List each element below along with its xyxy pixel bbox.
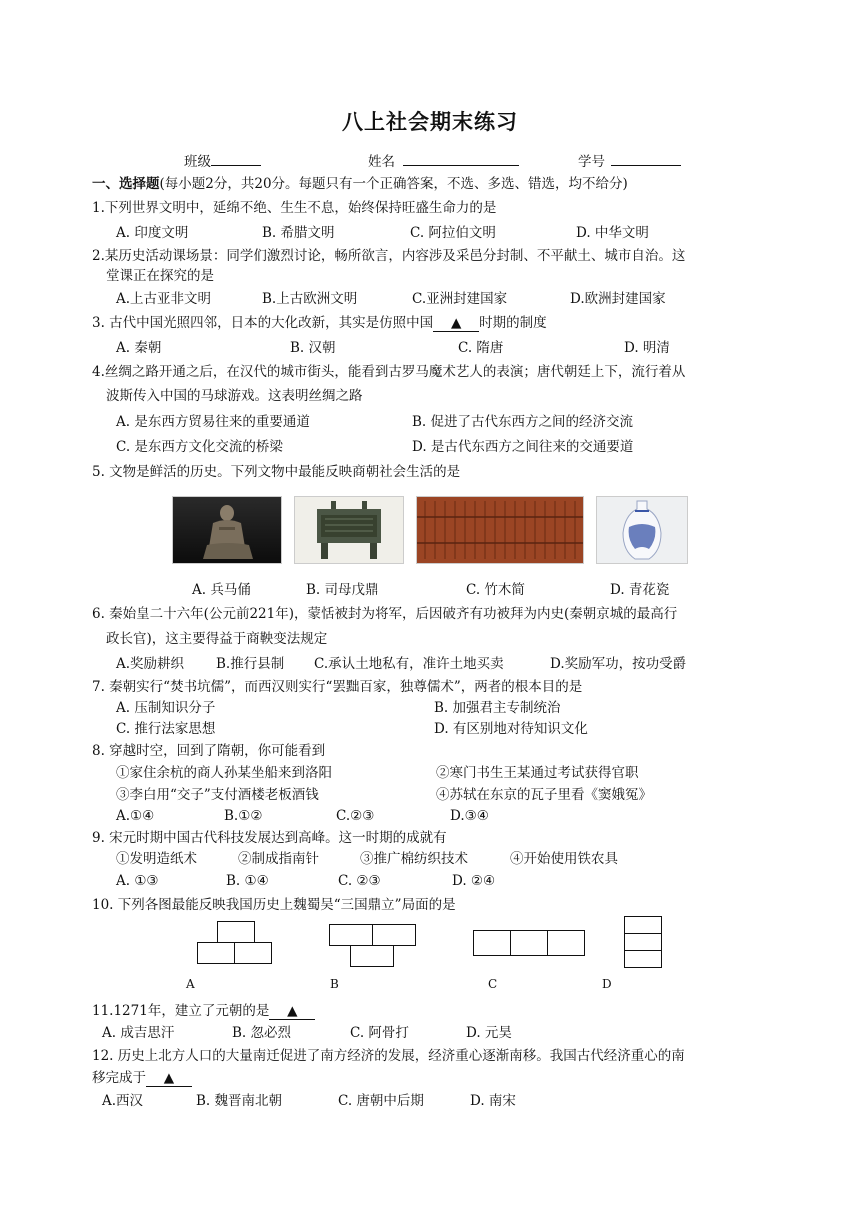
q8-item-1: ①家住余杭的商人孙某坐船来到洛阳: [116, 765, 332, 781]
q5-stem: 5. 文物是鲜活的历史。下列文物中最能反映商朝社会生活的是: [92, 464, 461, 480]
q12-stem-line1: 12. 历史上北方人口的大量南迁促进了南方经济的发展，经济重心逐渐南移。我国古代经济重心的南: [92, 1048, 685, 1064]
q10-option-d[interactable]: D: [602, 977, 612, 991]
section-heading: 一、选择题(每小题2分，共20分。每题只有一个正确答案，不选、多选、错选，均不给分): [92, 176, 628, 192]
q3-answer-blank[interactable]: ▲: [433, 315, 479, 332]
q11-option-a[interactable]: A. 成吉思汗: [102, 1025, 175, 1041]
q9-item-3: ③推广棉纺织技术: [360, 851, 468, 867]
q1-option-b[interactable]: B. 希腊文明: [262, 225, 335, 241]
q2-option-c[interactable]: C.亚洲封建国家: [412, 291, 508, 307]
q8-option-a[interactable]: A.①④: [116, 808, 155, 824]
q11-option-c[interactable]: C. 阿骨打: [350, 1025, 409, 1041]
q7-option-d[interactable]: D. 有区别地对待知识文化: [434, 721, 588, 737]
q1-option-d[interactable]: D. 中华文明: [576, 225, 649, 241]
diagram-d-box-3: [624, 950, 662, 968]
q7-option-a[interactable]: A. 压制知识分子: [116, 700, 216, 716]
diagram-c-box-2: [510, 930, 548, 956]
q1-option-c[interactable]: C. 阿拉伯文明: [410, 225, 496, 241]
q2-option-a[interactable]: A.上古亚非文明: [116, 291, 212, 307]
diagram-d-box-1: [624, 916, 662, 934]
q4-stem-line2: 波斯传入中国的马球游戏。这表明丝绸之路: [106, 388, 363, 404]
name-field[interactable]: 姓名: [368, 150, 519, 170]
q12-answer-blank[interactable]: ▲: [146, 1070, 192, 1087]
terracotta-warrior-image: [172, 496, 282, 564]
diagram-b-right-box: [372, 924, 416, 946]
q4-option-d[interactable]: D. 是古代东西方之间往来的交通要道: [412, 439, 634, 455]
diagram-b-left-box: [329, 924, 373, 946]
diagram-a-top-box: [217, 921, 255, 943]
q1-option-a[interactable]: A. 印度文明: [116, 225, 189, 241]
q8-item-4: ④苏轼在东京的瓦子里看《窦娥冤》: [436, 787, 652, 803]
q3-option-d[interactable]: D. 明清: [624, 340, 670, 356]
diagram-c-box-3: [547, 930, 585, 956]
q3-option-c[interactable]: C. 隋唐: [458, 340, 504, 356]
simuwu-ding-image: [294, 496, 404, 564]
q9-option-c[interactable]: C. ②③: [338, 873, 381, 889]
q9-stem: 9. 宋元时期中国古代科技发展达到高峰。这一时期的成就有: [92, 830, 447, 846]
q10-stem: 10. 下列各图最能反映我国历史上魏蜀吴“三国鼎立”局面的是: [92, 897, 456, 913]
q9-option-a[interactable]: A. ①③: [116, 873, 159, 889]
q3-option-a[interactable]: A. 秦朝: [116, 340, 162, 356]
q12-option-d[interactable]: D. 南宋: [470, 1093, 516, 1109]
q6-stem-line2: 政长官)，这主要得益于商鞅变法规定: [106, 631, 328, 647]
student-id-field[interactable]: 学号: [578, 150, 681, 170]
q8-stem: 8. 穿越时空，回到了隋朝，你可能看到: [92, 743, 326, 759]
q2-option-d[interactable]: D.欧洲封建国家: [570, 291, 666, 307]
q5-option-d[interactable]: D. 青花瓷: [610, 582, 670, 598]
q10-option-c[interactable]: C: [488, 977, 498, 991]
q11-option-b[interactable]: B. 忽必烈: [232, 1025, 292, 1041]
q4-stem-line1: 4.丝绸之路开通之后，在汉代的城市街头，能看到古罗马魔术艺人的表演；唐代朝廷上下，流行着从: [92, 364, 686, 380]
q1-stem: 1.下列世界文明中，延绵不绝、生生不息，始终保持旺盛生命力的是: [92, 200, 497, 216]
diagram-d-box-2: [624, 933, 662, 951]
q12-option-c[interactable]: C. 唐朝中后期: [338, 1093, 424, 1109]
q9-item-2: ②制成指南针: [238, 851, 319, 867]
q2-stem-line2: 堂课正在探究的是: [106, 268, 214, 284]
q6-option-c[interactable]: C.承认土地私有，准许土地买卖: [314, 656, 504, 672]
q10-option-b[interactable]: B: [330, 977, 339, 991]
q9-item-1: ①发明造纸术: [116, 851, 197, 867]
blue-white-porcelain-image: [596, 496, 688, 564]
page-title: 八上社会期末练习: [342, 109, 518, 134]
q12-option-a[interactable]: A.西汉: [102, 1093, 144, 1109]
q5-option-b[interactable]: B. 司母戊鼎: [306, 582, 379, 598]
bamboo-slips-image: [416, 496, 584, 564]
q11-option-d[interactable]: D. 元昊: [466, 1025, 512, 1041]
q6-stem-line1: 6. 秦始皇二十六年(公元前221年)，蒙恬被封为将军，后因破齐有功被拜为内史(秦朝京城的最高行: [92, 606, 678, 622]
q9-item-4: ④开始使用铁农具: [510, 851, 618, 867]
diagram-b-bottom-box: [350, 945, 394, 967]
q3-stem: 3. 古代中国光照四邻，日本的大化改新，其实是仿照中国 ▲ 时期的制度: [92, 315, 547, 331]
q4-option-c[interactable]: C. 是东西方文化交流的桥梁: [116, 439, 283, 455]
q7-option-b[interactable]: B. 加强君主专制统治: [434, 700, 561, 716]
q6-option-b[interactable]: B.推行县制: [216, 656, 285, 672]
q8-option-d[interactable]: D.③④: [450, 808, 489, 824]
diagram-c-box-1: [473, 930, 511, 956]
q7-option-c[interactable]: C. 推行法家思想: [116, 721, 216, 737]
q5-option-a[interactable]: A. 兵马俑: [192, 582, 251, 598]
q8-option-c[interactable]: C.②③: [336, 808, 375, 824]
q9-option-b[interactable]: B. ①④: [226, 873, 269, 889]
diagram-a-right-box: [234, 942, 272, 964]
q6-option-a[interactable]: A.奖励耕织: [116, 656, 185, 672]
q8-option-b[interactable]: B.①②: [224, 808, 263, 824]
q4-option-b[interactable]: B. 促进了古代东西方之间的经济交流: [412, 414, 634, 430]
q2-option-b[interactable]: B.上古欧洲文明: [262, 291, 358, 307]
diagram-a-left-box: [197, 942, 235, 964]
class-field[interactable]: 班级: [184, 150, 261, 170]
q10-option-a[interactable]: A: [186, 977, 195, 991]
q12-option-b[interactable]: B. 魏晋南北朝: [196, 1093, 283, 1109]
q9-option-d[interactable]: D. ②④: [452, 873, 496, 889]
q3-option-b[interactable]: B. 汉朝: [290, 340, 336, 356]
q11-answer-blank[interactable]: ▲: [269, 1003, 315, 1020]
q7-stem: 7. 秦朝实行“焚书坑儒”，而西汉则实行“罢黜百家，独尊儒术”，两者的根本目的是: [92, 679, 583, 695]
q8-item-2: ②寒门书生王某通过考试获得官职: [436, 765, 639, 781]
q8-item-3: ③李白用“交子”支付酒楼老板酒钱: [116, 787, 319, 803]
q2-stem-line1: 2.某历史活动课场景：同学们激烈讨论，畅所欲言，内容涉及采邑分封制、不平献土、城市自治。这: [92, 248, 686, 264]
q4-option-a[interactable]: A. 是东西方贸易往来的重要通道: [116, 414, 310, 430]
q5-option-c[interactable]: C. 竹木简: [466, 582, 525, 598]
q6-option-d[interactable]: D.奖励军功，按功受爵: [550, 656, 687, 672]
q12-stem-line2: 移完成于 ▲: [92, 1068, 192, 1088]
q11-stem: 11.1271年，建立了元朝的是 ▲: [92, 1001, 315, 1021]
